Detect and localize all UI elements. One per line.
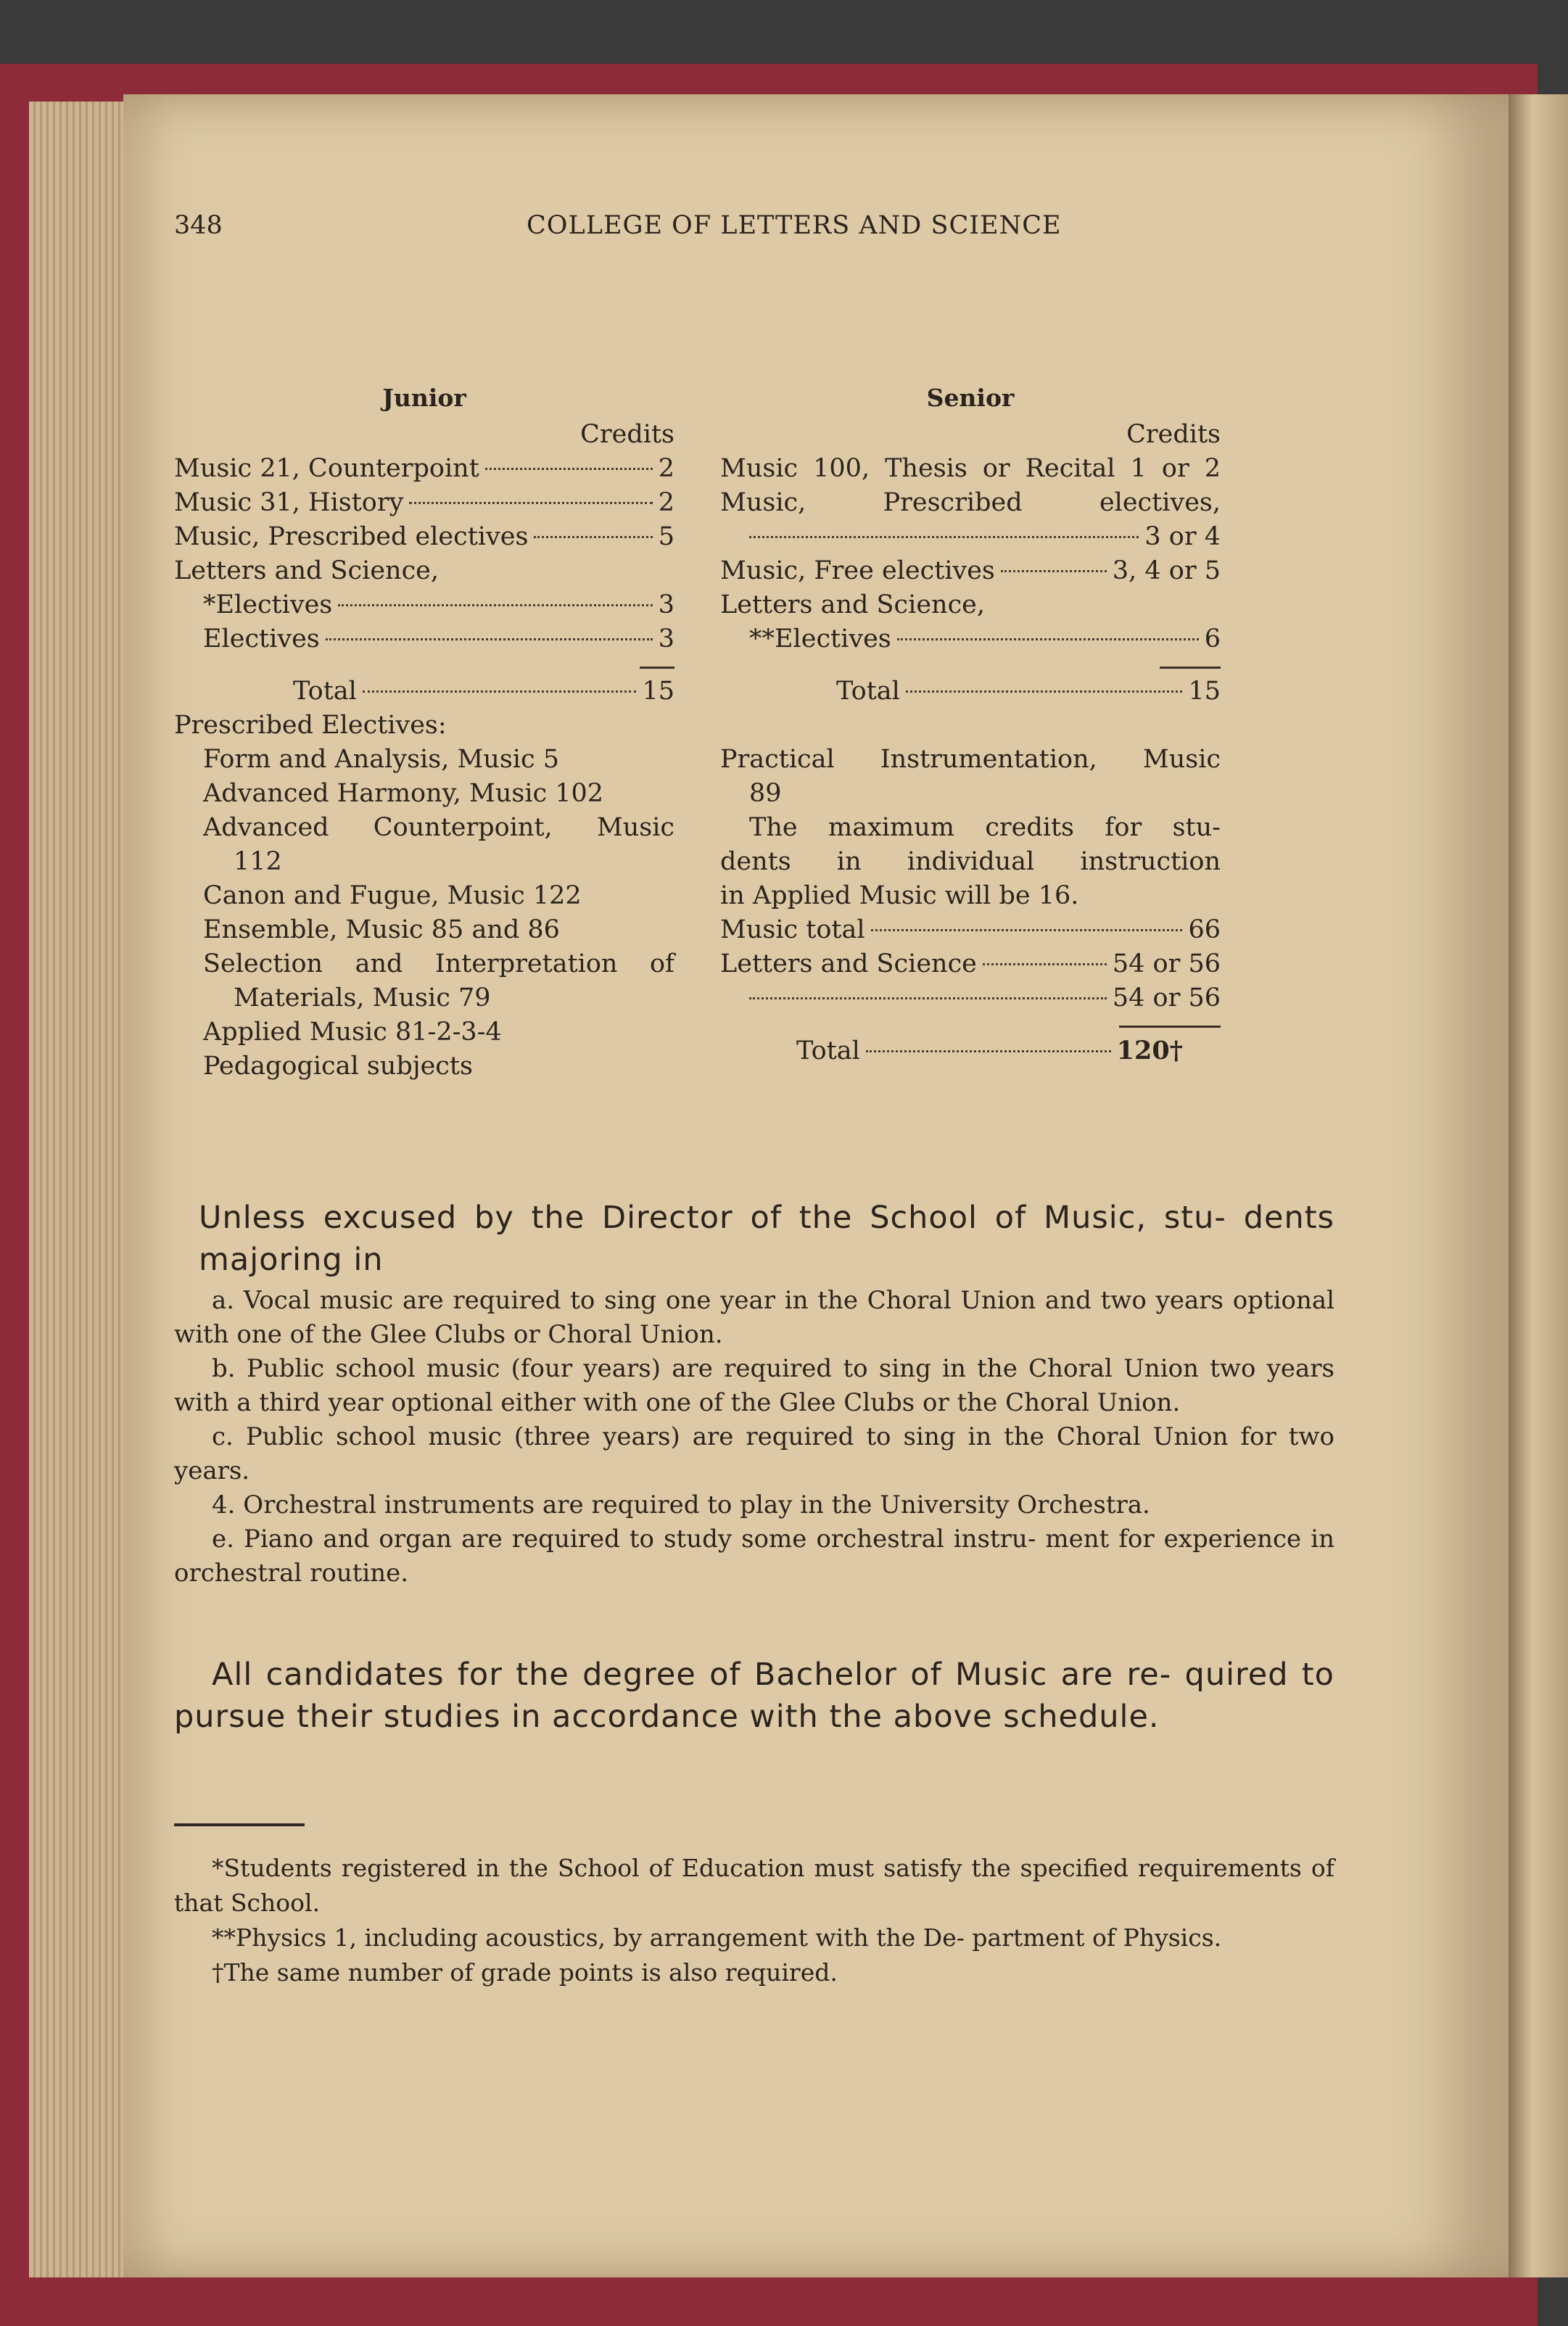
choral-requirements xyxy=(174,1284,1334,1591)
senior-total: Total 15 xyxy=(836,677,1221,706)
senior-grand-total: Total 120† xyxy=(796,1036,1183,1065)
senior-letters-heading: Letters and Science, xyxy=(720,590,986,619)
lead-paragraph: Unless excused by the Director of the School of Music, stu- dents majoring in xyxy=(199,1200,1334,1278)
senior-letters-total: Letters and Science 54 or 56 xyxy=(720,949,1221,978)
requirement-item: b. Public school music (four years) are required to sing in the Choral Union two years with a third year optional either with one of the Glee Clubs or the Choral Union. xyxy=(174,1354,1334,1417)
requirement-item: 4. Orchestral instruments are required to play in the University Orchestra. xyxy=(212,1490,1150,1519)
senior-letters-total-repeat: 54 or 56 xyxy=(720,981,1221,1015)
page-number: 348 xyxy=(174,211,223,240)
senior-max-credits-note: dents in individual instruction xyxy=(720,847,1221,876)
junior-title: Junior xyxy=(382,384,466,412)
senior-instrumentation: Practical Instrumentation, Music xyxy=(720,745,1221,774)
footnote-rule xyxy=(174,1823,305,1826)
senior-credits-label: Credits xyxy=(1126,420,1221,449)
junior-star-electives: *Electives 3 xyxy=(203,590,674,619)
junior-credits-label: Credits xyxy=(580,420,674,449)
requirement-item: c. Public school music (three years) are required to sing in the Choral Union for two years. xyxy=(174,1422,1334,1485)
prescribed-item: Applied Music 81-2-3-4 xyxy=(203,1018,502,1047)
footnote: **Physics 1, including acoustics, by arrangement with the De- partment of Physics. xyxy=(212,1923,1222,1952)
closing-paragraph: All candidates for the degree of Bachelor of Music are re- quired to pursue their studies in accordance with the above schedule. xyxy=(174,1657,1334,1735)
senior-star-electives: **Electives 6 xyxy=(749,624,1221,653)
senior-free-electives: Music, Free electives 3, 4 or 5 xyxy=(720,556,1221,585)
prescribed-item: Form and Analysis, Music 5 xyxy=(203,745,559,774)
footnote: *Students registered in the School of Education must satisfy the specified requirements of that School. xyxy=(174,1854,1334,1917)
senior-grand-rule xyxy=(1119,1026,1221,1028)
junior-column xyxy=(174,381,674,1084)
senior-prescribed-heading: Music, Prescribed electives, xyxy=(720,488,1221,517)
prescribed-item: Canon and Fugue, Music 122 xyxy=(203,881,582,910)
next-page-edge xyxy=(1509,94,1568,2277)
junior-row: Music 21, Counterpoint 2 xyxy=(174,454,674,483)
senior-instrumentation-number: 89 xyxy=(749,779,782,808)
senior-sum-rule xyxy=(1160,667,1221,669)
junior-row: Music 31, History 2 xyxy=(174,488,674,517)
senior-music-total: Music total 66 xyxy=(720,915,1221,944)
prescribed-item: Advanced Counterpoint, Music xyxy=(203,813,674,842)
prescribed-item: Selection and Interpretation of xyxy=(203,949,674,978)
prescribed-electives-heading: Prescribed Electives: xyxy=(174,711,447,740)
senior-title: Senior xyxy=(926,384,1015,412)
footnote: †The same number of grade points is also required. xyxy=(212,1958,838,1987)
requirement-item: a. Vocal music are required to sing one year in the Choral Union and two years optional with one of the Glee Clubs or Choral Union. xyxy=(174,1286,1334,1349)
footnotes xyxy=(174,1851,1334,1990)
prescribed-item: 112 xyxy=(234,847,282,876)
prescribed-item: Ensemble, Music 85 and 86 xyxy=(203,915,560,944)
junior-row: Music, Prescribed electives 5 xyxy=(174,522,674,551)
junior-letters-heading: Letters and Science, xyxy=(174,556,440,585)
junior-sum-rule xyxy=(640,667,674,669)
senior-max-credits-note: in Applied Music will be 16. xyxy=(720,881,1079,910)
junior-total: Total 15 xyxy=(293,677,674,706)
senior-thesis: Music 100, Thesis or Recital 1 or 2 xyxy=(720,454,1221,483)
senior-max-credits-note: The maximum credits for stu- xyxy=(749,813,1221,842)
requirement-item: e. Piano and organ are required to study some orchestral instru- ment for experience in orchestral routine. xyxy=(174,1525,1334,1588)
senior-prescribed-value: 3 or 4 xyxy=(720,520,1221,554)
prescribed-item: Advanced Harmony, Music 102 xyxy=(203,779,604,808)
running-title: COLLEGE OF LETTERS AND SCIENCE xyxy=(527,211,1062,240)
prescribed-item: Materials, Music 79 xyxy=(234,983,491,1013)
senior-column xyxy=(720,381,1221,1068)
prescribed-item: Pedagogical subjects xyxy=(203,1052,473,1081)
junior-electives: Electives 3 xyxy=(203,624,674,653)
